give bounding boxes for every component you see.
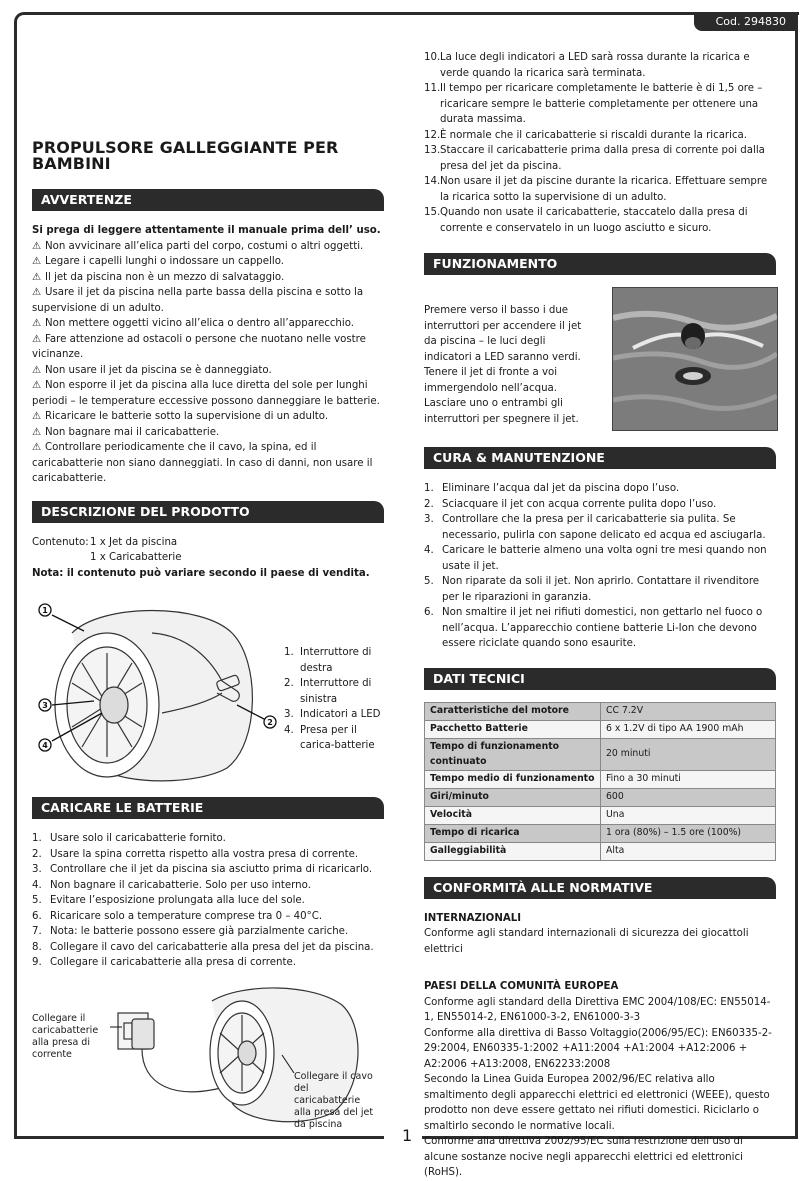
care-item xyxy=(424,605,776,652)
callout-3: 3 xyxy=(42,701,48,710)
page-number: 1 xyxy=(398,1126,416,1145)
spec-value: Una xyxy=(601,806,776,824)
spec-value: 6 x 1.2V di tipo AA 1900 mAh xyxy=(601,720,776,738)
charging-step xyxy=(424,81,776,128)
contents-item: 1 x Caricabatterie xyxy=(90,552,182,563)
charging-step xyxy=(424,50,776,81)
page-frame-left xyxy=(14,22,17,1138)
warning-item xyxy=(32,332,384,363)
care-item-number: 6. xyxy=(424,607,434,618)
operation-text xyxy=(424,303,594,427)
intl-title: INTERNAZIONALI xyxy=(424,912,522,924)
warning-triangle-icon: ⚠ xyxy=(32,411,42,422)
contents-row-2 xyxy=(32,550,384,566)
specs-table xyxy=(424,702,776,861)
warning-text: Controllare periodicamente che il cavo, la spina, ed il caricabatterie non siano danneggiati. In caso di danni, non usare il caricabatterie. xyxy=(32,442,373,484)
charging-step-number: 7. xyxy=(32,926,42,937)
eu-paragraph: Secondo la Linea Guida Europea 2002/96/EC relativa allo smaltimento degli apparecchi elettrici ed elettronici (WEEE), questo prodotto non deve essere gettato nei rifiuti domestici. Riciclarlo o smaltirlo secondo le normative locali. xyxy=(424,1074,770,1132)
care-item-text: Non riparate da soli il jet. Non aprirlo. Contattare il rivenditore per le riparazioni in garanzia. xyxy=(442,576,760,603)
warning-triangle-icon: ⚠ xyxy=(32,333,42,345)
callout-4: 4 xyxy=(42,741,48,750)
care-item-text: Caricare le batterie almeno una volta ogni tre mesi quando non usate il jet. xyxy=(442,545,767,572)
spec-value: 20 minuti xyxy=(601,738,776,770)
part-item-text: Interruttore di destra xyxy=(300,647,372,674)
spec-key: Velocità xyxy=(425,806,601,824)
spec-key: Giri/minuto xyxy=(425,788,601,806)
care-item xyxy=(424,481,776,497)
warning-text: Non esporre il jet da piscina alla luce diretta del sole per lunghi periodi – le temperature eccessive possono danneggiare le batterie. xyxy=(32,380,380,407)
warning-text: Ricaricare le batterie sotto la supervisione di un adulto. xyxy=(45,411,329,422)
charging-step xyxy=(32,893,384,909)
charging-step-text: Staccare il caricabatterie prima dalla presa di corrente poi dalla presa del jet da piscina. xyxy=(440,145,765,172)
part-item-text: Interruttore di sinistra xyxy=(300,678,372,705)
contents-item: 1 x Jet da piscina xyxy=(90,536,178,548)
callout-2: 2 xyxy=(267,718,273,727)
charging-step-text: Usare solo il caricabatterie fornito. xyxy=(50,833,226,844)
charging-step-number: 2. xyxy=(32,848,42,860)
care-item-number: 2. xyxy=(424,498,434,510)
warning-text: Il jet da piscina non è un mezzo di salvataggio. xyxy=(45,271,285,283)
charging-step-text: Usare la spina corretta rispetto alla vostra presa di corrente. xyxy=(50,848,359,860)
charging-step-text: La luce degli indicatori a LED sarà rossa durante la ricarica e verde quando la ricarica sarà terminata. xyxy=(440,52,750,79)
charging-step-number: 12. xyxy=(424,129,441,141)
part-item-text: Presa per il carica-batterie xyxy=(300,724,375,751)
warning-triangle-icon: ⚠ xyxy=(32,318,42,329)
charging-step xyxy=(424,143,776,174)
spec-key: Galleggiabilità xyxy=(425,842,601,860)
charging-diagram-area xyxy=(32,983,384,1143)
warnings-list xyxy=(32,239,384,487)
specs-row xyxy=(425,788,776,806)
care-item-text: Controllare che la presa per il caricabatterie sia pulita. Se necessario, pulirla con sapone delicato ed acqua ed asciugarla. xyxy=(442,514,766,541)
charging-step xyxy=(424,205,776,236)
spec-value: 1 ora (80%) – 1.5 ore (100%) xyxy=(601,824,776,842)
warning-triangle-icon: ⚠ xyxy=(32,364,42,376)
warning-triangle-icon: ⚠ xyxy=(32,380,42,391)
section-heading-charging: CARICARE LE BATTERIE xyxy=(32,797,384,819)
page-frame-top xyxy=(14,12,799,25)
eu-paragraph: Conforme alla direttiva 2002/95/EC sulla restrizione dell’uso di alcune sostanze nocive negli apparecchi elettrici ed elettronici (RoHS). xyxy=(424,1136,743,1178)
charging-step-number: 9. xyxy=(32,957,42,968)
specs-row xyxy=(425,842,776,860)
charging-step-text: Non bagnare il caricabatterie. Solo per uso interno. xyxy=(50,879,311,891)
part-item xyxy=(284,676,384,707)
intl-text: Conforme agli standard internazionali di sicurezza dei giocattoli elettrici xyxy=(424,928,749,955)
warning-triangle-icon: ⚠ xyxy=(32,240,42,252)
specs-row xyxy=(425,806,776,824)
charging-step-text: Ricaricare solo a temperature comprese tra 0 – 40°C. xyxy=(50,910,323,922)
part-item xyxy=(284,723,384,754)
specs-row xyxy=(425,720,776,738)
section-heading-specs: DATI TECNICI xyxy=(424,668,776,690)
charging-step-text: Evitare l’esposizione prolungata alla luce del sole. xyxy=(50,895,305,906)
part-item xyxy=(284,707,384,723)
eu-paragraph: Conforme agli standard della Direttiva EMC 2004/108/EC: EN55014-1, EN55014-2, EN61000-3-2, EN61000-3-3 xyxy=(424,996,771,1023)
charging-step xyxy=(32,831,384,847)
charging-step xyxy=(32,909,384,925)
product-diagram-area xyxy=(32,593,384,785)
specs-row xyxy=(425,770,776,788)
warning-triangle-icon: ⚠ xyxy=(32,256,42,267)
warning-item xyxy=(32,425,384,441)
operation-block xyxy=(424,287,776,435)
charging-step-number: 6. xyxy=(32,910,42,922)
charging-step-text: È normale che il caricabatterie si riscaldi durante la ricarica. xyxy=(440,129,748,141)
product-code: Cod. 294830 xyxy=(694,12,798,31)
charging-step xyxy=(424,128,776,144)
warning-item xyxy=(32,440,384,487)
section-heading-description: DESCRIZIONE DEL PRODOTTO xyxy=(32,501,384,523)
care-item-number: 5. xyxy=(424,576,434,587)
care-item xyxy=(424,543,776,574)
care-list xyxy=(424,481,776,652)
callout-1: 1 xyxy=(42,606,48,615)
charging-step xyxy=(32,878,384,894)
charging-step-text: Controllare che il jet da piscina sia asciutto prima di ricaricarlo. xyxy=(50,864,373,875)
operation-paragraph: Premere verso il basso i due interruttori per accendere il jet da piscina – le luci degli indicatori a LED saranno verdi. xyxy=(424,305,582,363)
contents-note: Nota: il contenuto può variare secondo il paese di vendita. xyxy=(32,567,370,579)
specs-row xyxy=(425,738,776,770)
label-connect-jet: Collegare il cavo del caricabatterie alla presa del jet da piscina xyxy=(294,1070,374,1130)
care-item xyxy=(424,574,776,605)
part-item-number: 1. xyxy=(284,647,294,658)
warning-item xyxy=(32,409,384,425)
warning-text: Usare il jet da piscina nella parte bassa della piscina e sotto la supervisione di un adulto. xyxy=(32,287,364,314)
care-item-number: 3. xyxy=(424,514,434,525)
charging-step-number: 10. xyxy=(424,52,441,63)
spec-key: Caratteristiche del motore xyxy=(425,702,601,720)
care-item xyxy=(424,512,776,543)
care-item-text: Sciacquare il jet con acqua corrente pulita dopo l’uso. xyxy=(442,498,717,510)
specs-row xyxy=(425,702,776,720)
warning-item xyxy=(32,316,384,332)
warning-item xyxy=(32,363,384,379)
charging-step xyxy=(32,862,384,878)
care-item-number: 1. xyxy=(424,483,434,494)
charging-step xyxy=(424,174,776,205)
warning-item xyxy=(32,378,384,409)
warnings-intro: Si prega di leggere attentamente il manuale prima dell’ uso. xyxy=(32,225,381,236)
charging-steps-list-continued xyxy=(424,50,776,236)
spec-key: Tempo di ricarica xyxy=(425,824,601,842)
charging-step xyxy=(32,924,384,940)
warning-triangle-icon: ⚠ xyxy=(32,271,42,283)
charging-step-text: Collegare il caricabatterie alla presa di corrente. xyxy=(50,957,296,968)
warning-item xyxy=(32,254,384,270)
charging-step-number: 11. xyxy=(424,83,441,94)
operation-paragraph: Tenere il jet di fronte a voi immergendolo nell’acqua. xyxy=(424,367,558,394)
charging-step-number: 5. xyxy=(32,895,42,906)
warning-item xyxy=(32,270,384,286)
charging-step-text: Quando non usate il caricabatterie, staccatelo dalla presa di corrente e conservatelo in un luogo asciutto e sicuro. xyxy=(440,207,748,234)
specs-row xyxy=(425,824,776,842)
warning-text: Non bagnare mai il caricabatterie. xyxy=(45,426,220,438)
charging-step-number: 3. xyxy=(32,864,42,875)
spec-key: Tempo medio di funzionamento xyxy=(425,770,601,788)
part-item xyxy=(284,645,384,676)
eu-paragraph: Conforme alla direttiva di Basso Voltaggio(2006/95/EC): EN60335-2-29:2004, EN60335-1:2002 +A11:2004 +A1:2004 +A12:2006 + A2:2006 +A13:2008, EN62233:2008 xyxy=(424,1027,772,1070)
care-item-text: Eliminare l’acqua dal jet da piscina dopo l’uso. xyxy=(442,483,680,494)
spec-value: 600 xyxy=(601,788,776,806)
charging-step-number: 14. xyxy=(424,176,441,187)
left-column xyxy=(32,140,384,1143)
contents-row-1 xyxy=(32,535,384,551)
charging-step xyxy=(32,955,384,971)
operation-paragraph: Lasciare uno o entrambi gli interruttori per spegnere il jet. xyxy=(424,398,579,425)
charging-step-text: Il tempo per ricaricare completamente le batterie è di 1,5 ore – ricaricare sempre le batterie completamente per ottenere una durata massima. xyxy=(440,83,763,125)
charging-step-number: 4. xyxy=(32,879,42,891)
section-heading-care: CURA & MANUTENZIONE xyxy=(424,447,776,469)
charging-step xyxy=(32,847,384,863)
spec-value: Fino a 30 minuti xyxy=(601,770,776,788)
label-connect-outlet: Collegare il caricabatterie alla presa di corrente xyxy=(32,1012,99,1060)
charging-step-number: 13. xyxy=(424,145,441,156)
warning-triangle-icon: ⚠ xyxy=(32,426,42,438)
part-item-number: 4. xyxy=(284,724,294,736)
spec-value: Alta xyxy=(601,842,776,860)
charging-steps-list xyxy=(32,831,384,971)
care-item xyxy=(424,497,776,513)
part-item-number: 3. xyxy=(284,709,294,720)
warning-item xyxy=(32,285,384,316)
page-frame-right xyxy=(795,12,798,1136)
warning-triangle-icon: ⚠ xyxy=(32,442,42,453)
warning-text: Non avvicinare all’elica parti del corpo, costumi o altri oggetti. xyxy=(45,240,364,252)
warning-text: Non usare il jet da piscina se è danneggiato. xyxy=(45,364,272,376)
warning-text: Legare i capelli lunghi o indossare un cappello. xyxy=(45,256,284,267)
spec-key: Tempo di funzionamento continuato xyxy=(425,738,601,770)
part-item-text: Indicatori a LED xyxy=(300,709,381,720)
contents-label: Contenuto: xyxy=(32,536,89,548)
section-heading-operation: FUNZIONAMENTO xyxy=(424,253,776,275)
section-heading-compliance: CONFORMITÀ ALLE NORMATIVE xyxy=(424,877,776,899)
pool-jet-diagram xyxy=(32,593,282,785)
charging-step-text: Nota: le batterie possono essere già parzialmente cariche. xyxy=(50,926,349,937)
spec-key: Pacchetto Batterie xyxy=(425,720,601,738)
warning-text: Fare attenzione ad ostacoli o persone che nuotano nelle vostre vicinanze. xyxy=(32,333,366,360)
warning-text: Non mettere oggetti vicino all’elica o dentro all’apparecchio. xyxy=(45,318,354,329)
charging-step-number: 8. xyxy=(32,941,42,953)
warning-triangle-icon: ⚠ xyxy=(32,287,42,298)
charging-step-number: 15. xyxy=(424,207,441,218)
page-title: PROPULSORE GALLEGGIANTE PER BAMBINI xyxy=(32,138,339,173)
care-item-text: Non smaltire il jet nei rifiuti domestici, non gettarlo nel fuoco o nell’acqua. L’apparecchio contiene batterie Li-Ion che devono essere riciclate quando sono esaurite. xyxy=(442,607,763,649)
eu-title: PAESI DELLA COMUNITÀ EUROPEA xyxy=(424,981,619,992)
part-item-number: 2. xyxy=(284,678,294,689)
charging-step xyxy=(32,940,384,956)
warning-item xyxy=(32,239,384,255)
right-column xyxy=(424,50,776,1181)
charging-step-text: Non usare il jet da piscine durante la ricarica. Effettuare sempre la ricarica sotto la supervisione di un adulto. xyxy=(440,176,768,203)
parts-list xyxy=(284,645,384,754)
spec-value: CC 7.2V xyxy=(601,702,776,720)
charging-step-text: Collegare il cavo del caricabatterie alla presa del jet da piscina. xyxy=(50,941,374,953)
child-swimming-photo xyxy=(612,287,778,431)
charging-step-number: 1. xyxy=(32,833,42,844)
care-item-number: 4. xyxy=(424,545,434,556)
section-heading-warnings: AVVERTENZE xyxy=(32,189,384,211)
